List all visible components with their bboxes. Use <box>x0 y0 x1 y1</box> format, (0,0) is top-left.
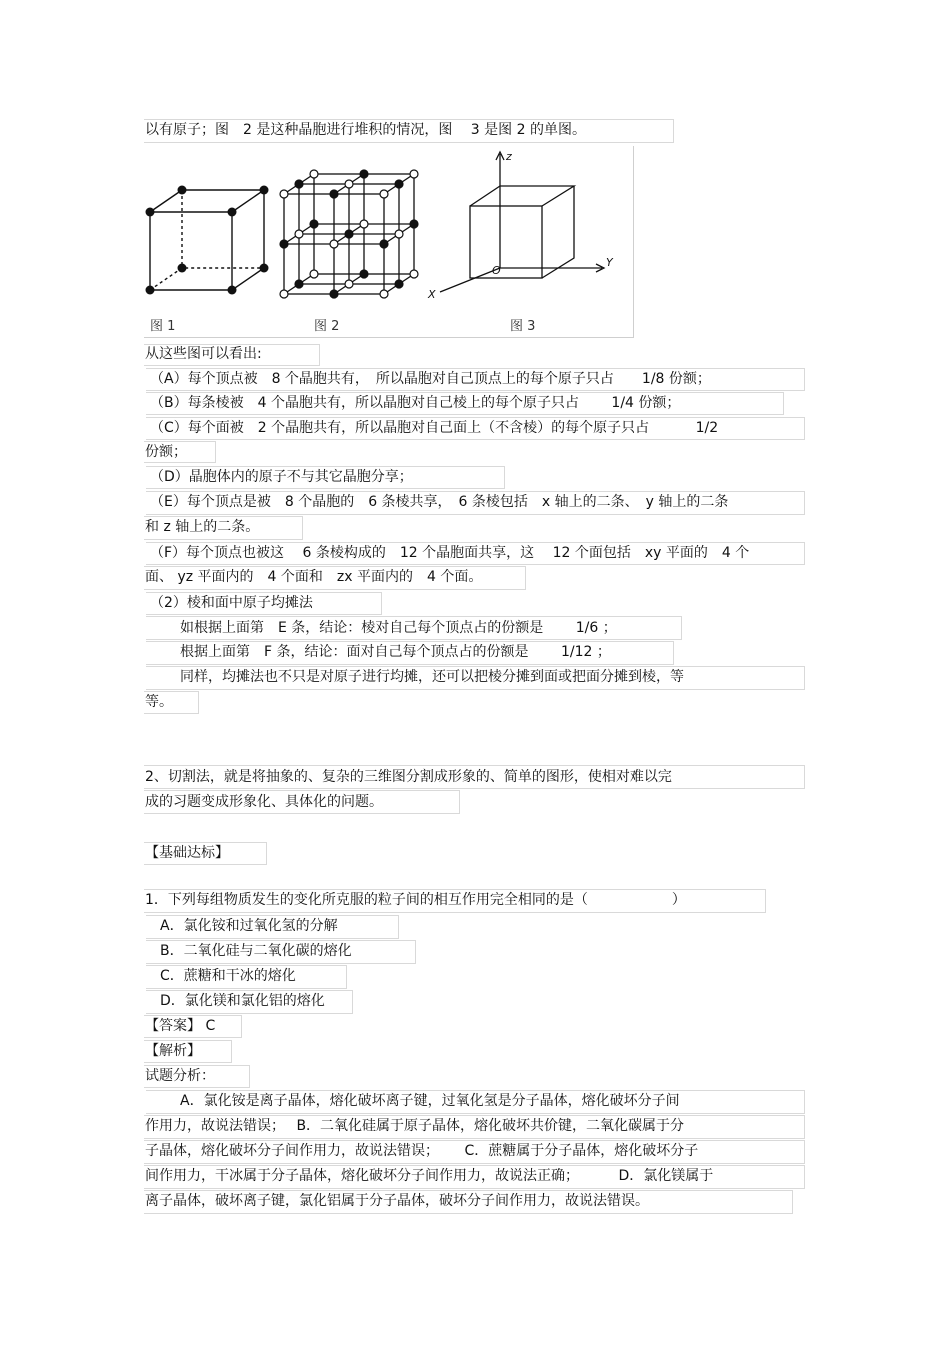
cutting-method-line1: 2、切割法，就是将抽象的、复杂的三维图分割成形象的、简单的图形，使相对难以完 <box>145 769 672 785</box>
rule-d: （D）晶胞体内的原子不与其它晶胞分享； <box>150 469 413 485</box>
figure-captions <box>150 319 535 334</box>
analysis-line-3: 子晶体，熔化破坏分子间作用力，故说法错误； C．蔗糖属于分子晶体，熔化破坏分子 <box>145 1143 699 1159</box>
caption-figure-3: 图 3 <box>510 319 536 334</box>
x-axis-label: X <box>428 288 436 301</box>
method-line4: 等。 <box>145 694 173 710</box>
option-c: C．蔗糖和干冰的熔化 <box>160 968 296 984</box>
analysis-title: 【解析】 <box>145 1043 201 1059</box>
analysis-line-1: A．氯化铵是离子晶体，熔化破坏离子键，过氧化氢是分子晶体，熔化破坏分子间 <box>180 1093 680 1109</box>
option-b: B．二氧化硅与二氧化碳的熔化 <box>160 943 352 959</box>
method-line3: 同样，均摊法也不只是对原子进行均摊，还可以把棱分摊到面或把面分摊到棱，等 <box>180 669 684 685</box>
y-axis-label: Y <box>606 256 613 269</box>
origin-label: O <box>492 264 501 277</box>
z-axis-label: z <box>506 150 512 163</box>
rule-c-line2: 份额； <box>145 444 187 460</box>
axes-figure-3 <box>440 152 604 292</box>
rule-e-line2: 和 z 轴上的二条。 <box>145 519 260 535</box>
cutting-method-line2: 成的习题变成形象化、具体化的问题。 <box>145 794 383 810</box>
analysis-line-4: 间作用力，干冰属于分子晶体，熔化破坏分子间作用力，故说法正确； D．氯化镁属于 <box>145 1168 714 1184</box>
section1-lead: 从这些图可以看出: <box>145 346 262 362</box>
option-d: D．氯化镁和氯化铝的熔化 <box>160 993 325 1009</box>
analysis-lead: 试题分析： <box>145 1068 215 1084</box>
basics-title: 【基础达标】 <box>145 845 229 861</box>
rule-c-line1: （C）每个面被 2 个晶胞共有，所以晶胞对自己面上（不含棱）的每个原子只占 1/2 <box>150 420 719 436</box>
analysis-line-2: 作用力，故说法错误； B．二氧化硅属于原子晶体，熔化破坏共价键，二氧化碳属于分 <box>145 1118 685 1134</box>
option-a: A．氯化铵和过氧化氢的分解 <box>160 918 338 934</box>
crystal-figure-svg <box>144 146 634 338</box>
rule-f-line1: （F）每个顶点也被这 6 条棱构成的 12 个晶胞面共享，这 12 个面包括 xy 平面的 4 个 <box>150 545 750 561</box>
rule-e-line1: （E）每个顶点是被 8 个晶胞的 6 条棱共享， 6 条棱包括 x 轴上的二条、 y 轴上的二条 <box>150 494 729 510</box>
rule-b: （B）每条棱被 4 个晶胞共有，所以晶胞对自己棱上的每个原子只占 1/4 份额； <box>150 395 681 411</box>
method-line2: 根据上面第 F 条，结论：面对自己每个顶点占的份额是 1/12 ； <box>180 644 611 660</box>
method-line1: 如根据上面第 E 条，结论：棱对自己每个顶点占的份额是 1/6 ； <box>180 620 617 636</box>
method-title: （2）棱和面中原子均摊法 <box>150 595 313 611</box>
rule-f-line2: 面、 yz 平面内的 4 个面和 zx 平面内的 4 个面。 <box>145 569 483 585</box>
intro-line: 以有原子；图 2 是这种晶胞进行堆积的情况，图 3 是图 2 的单图。 <box>145 122 586 138</box>
answer: 【答案】 C <box>145 1018 216 1034</box>
caption-figure-2: 图 2 <box>314 319 340 334</box>
unit-cell-figure-1 <box>150 190 264 290</box>
rule-a: （A）每个顶点被 8 个晶胞共有， 所以晶胞对自己顶点上的每个原子只占 1/8 份额； <box>150 371 711 387</box>
analysis-line-5: 离子晶体，破坏离子键，氯化铝属于分子晶体，破坏分子间作用力，故说法错误。 <box>145 1193 649 1209</box>
question-stem: 1．下列每组物质发生的变化所克服的粒子间的相互作用完全相同的是（ ） <box>145 892 686 908</box>
caption-figure-1: 图 1 <box>150 319 176 334</box>
crystal-figure <box>144 146 634 338</box>
